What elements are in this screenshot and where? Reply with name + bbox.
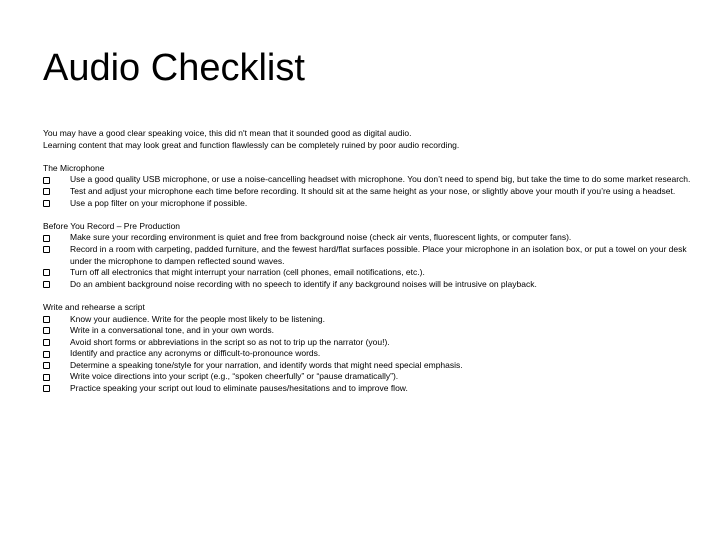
checklist-item-text: Determine a speaking tone/style for your narration, and identify words that might need special emphasis. bbox=[70, 359, 463, 370]
checklist-item bbox=[43, 244, 708, 267]
checklist-item bbox=[43, 279, 708, 291]
checkbox-bullet-icon bbox=[43, 374, 50, 381]
section-heading: Write and rehearse a script bbox=[43, 301, 145, 312]
checklist-item bbox=[43, 383, 708, 395]
checklist-item bbox=[43, 267, 708, 279]
checklist-item-text: Test and adjust your microphone each time before recording. It should sit at the same height as your nose, or slightly above your mouth if you’re using a headset. bbox=[70, 185, 676, 196]
checklist-item bbox=[43, 348, 708, 360]
intro-line: You may have a good clear speaking voice, this did n't mean that it sounded good as digital audio. bbox=[43, 128, 412, 138]
checklist-item-text: Know your audience. Write for the people most likely to be listening. bbox=[70, 313, 325, 324]
checkbox-bullet-icon bbox=[43, 188, 50, 195]
checklist-item-text: Write voice directions into your script (e.g., “spoken cheerfully” or “pause dramatically”). bbox=[70, 371, 399, 382]
checklist-item-text: Practice speaking your script out loud to eliminate pauses/hesitations and to improve flow. bbox=[70, 383, 408, 394]
page-title: Audio Checklist bbox=[43, 47, 305, 89]
intro-line: Learning content that may look great and function flawlessly can be completely ruined by poor audio recording. bbox=[43, 139, 460, 150]
checkbox-bullet-icon bbox=[43, 362, 50, 369]
checklist-item bbox=[43, 325, 708, 337]
checkbox-bullet-icon bbox=[43, 269, 50, 276]
checkbox-bullet-icon bbox=[43, 235, 50, 242]
section-pre-production bbox=[43, 221, 708, 291]
checklist-item bbox=[43, 232, 708, 244]
checklist-item-text: Make sure your recording environment is quiet and free from background noise (check air vents, fluorescent lights, or computer fans). bbox=[70, 232, 572, 243]
checklist-item-text: Avoid short forms or abbreviations in the script so as not to trip up the narrator (you!). bbox=[70, 336, 390, 347]
checkbox-bullet-icon bbox=[43, 339, 50, 346]
checklist-item bbox=[43, 314, 708, 326]
checklist-item-text: Identify and practice any acronyms or difficult-to-pronounce words. bbox=[70, 348, 321, 359]
section-heading: The Microphone bbox=[43, 162, 105, 173]
checklist-item bbox=[43, 360, 708, 372]
slide-body bbox=[43, 128, 708, 395]
checkbox-bullet-icon bbox=[43, 177, 50, 184]
section-microphone bbox=[43, 163, 708, 209]
section-script bbox=[43, 302, 708, 395]
checkbox-bullet-icon bbox=[43, 281, 50, 288]
checklist-item bbox=[43, 371, 708, 383]
checklist-item bbox=[43, 337, 708, 349]
checklist-item-text: Use a pop filter on your microphone if possible. bbox=[70, 197, 248, 208]
checklist-item bbox=[43, 186, 708, 198]
checkbox-bullet-icon bbox=[43, 316, 50, 323]
checkbox-bullet-icon bbox=[43, 385, 50, 392]
checklist-item-text: Record in a room with carpeting, padded furniture, and the fewest hard/flat surfaces possible. Place your microphone in an isolation box, or put a towel on your desk under the microphone to dampen reflected sound waves. bbox=[70, 243, 687, 266]
checkbox-bullet-icon bbox=[43, 246, 50, 253]
checklist-item bbox=[43, 198, 708, 210]
checklist-item-text: Turn off all electronics that might interrupt your narration (cell phones, email notifications, etc.). bbox=[70, 267, 425, 278]
checklist-item-text: Do an ambient background noise recording with no speech to identify if any background noises will be intrusive on playback. bbox=[70, 278, 537, 289]
checkbox-bullet-icon bbox=[43, 327, 50, 334]
checklist-item-text: Use a good quality USB microphone, or use a noise-cancelling headset with microphone. You don’t need to spend big, but take the time to do some market research. bbox=[70, 174, 691, 185]
checkbox-bullet-icon bbox=[43, 200, 50, 207]
checklist-item-text: Write in a conversational tone, and in your own words. bbox=[70, 325, 274, 336]
section-heading: Before You Record – Pre Production bbox=[43, 220, 181, 231]
checkbox-bullet-icon bbox=[43, 351, 50, 358]
checklist-item bbox=[43, 174, 708, 186]
